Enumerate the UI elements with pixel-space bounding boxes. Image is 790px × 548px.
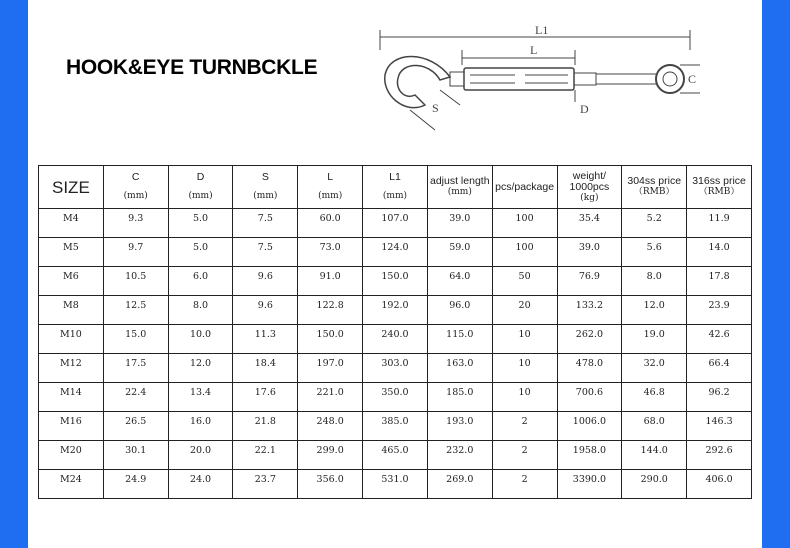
- table-cell: 11.3: [233, 325, 298, 354]
- table-cell: 221.0: [298, 383, 363, 412]
- spec-table: [38, 165, 752, 499]
- column-header-label: D: [196, 171, 205, 183]
- table-cell: 21.8: [233, 412, 298, 441]
- table-cell: 146.3: [687, 412, 752, 441]
- table-cell: 23.7: [233, 470, 298, 499]
- table-cell: 16.0: [168, 412, 233, 441]
- column-header: [492, 166, 557, 209]
- table-cell: 91.0: [298, 267, 363, 296]
- table-cell: 700.6: [557, 383, 622, 412]
- column-header-label: L: [327, 171, 334, 183]
- table-cell: 248.0: [298, 412, 363, 441]
- table-cell: 9.6: [233, 296, 298, 325]
- table-cell: 96.2: [687, 383, 752, 412]
- table-cell: 10: [492, 383, 557, 412]
- table-cell: 10.5: [103, 267, 168, 296]
- table-cell: M24: [39, 470, 104, 499]
- table-cell: 7.5: [233, 238, 298, 267]
- column-header: [168, 166, 233, 209]
- column-header: [233, 166, 298, 209]
- table-cell: 10.0: [168, 325, 233, 354]
- table-cell: 8.0: [168, 296, 233, 325]
- column-header-label: pcs/package: [495, 180, 555, 193]
- table-cell: 96.0: [427, 296, 492, 325]
- table-row: [39, 383, 752, 412]
- column-header-label: C: [131, 171, 140, 183]
- table-cell: 3390.0: [557, 470, 622, 499]
- label-c: C: [688, 72, 697, 86]
- column-header-unit: (mm): [447, 187, 472, 197]
- table-cell: 406.0: [687, 470, 752, 499]
- column-header-unit: (mm): [188, 191, 213, 201]
- table-cell: 11.9: [687, 209, 752, 238]
- table-cell: 5.0: [168, 238, 233, 267]
- table-cell: 122.8: [298, 296, 363, 325]
- table-cell: 18.4: [233, 354, 298, 383]
- table-row: [39, 267, 752, 296]
- table-cell: 66.4: [687, 354, 752, 383]
- table-cell: 10: [492, 354, 557, 383]
- table-cell: 356.0: [298, 470, 363, 499]
- table-cell: 1006.0: [557, 412, 622, 441]
- column-header-label: L1: [389, 171, 401, 183]
- table-cell: 163.0: [427, 354, 492, 383]
- table-cell: 292.6: [687, 441, 752, 470]
- table-row: [39, 412, 752, 441]
- table-cell: 192.0: [363, 296, 428, 325]
- column-header: [39, 166, 104, 209]
- table-cell: 350.0: [363, 383, 428, 412]
- table-cell: M10: [39, 325, 104, 354]
- column-header-unit: (mm): [382, 191, 408, 201]
- table-cell: 42.6: [687, 325, 752, 354]
- table-cell: 385.0: [363, 412, 428, 441]
- table-cell: 107.0: [363, 209, 428, 238]
- table-cell: 30.1: [103, 441, 168, 470]
- table-cell: 17.5: [103, 354, 168, 383]
- table-cell: 150.0: [363, 267, 428, 296]
- label-l1: L1: [535, 23, 549, 37]
- table-row: [39, 470, 752, 499]
- table-cell: 100: [492, 209, 557, 238]
- table-cell: 9.7: [103, 238, 168, 267]
- column-header-unit: （RMB）: [633, 187, 675, 197]
- table-cell: 465.0: [363, 441, 428, 470]
- column-header-label: 316ss price: [692, 175, 746, 187]
- table-cell: 2: [492, 412, 557, 441]
- right-blue-border: [762, 0, 790, 548]
- table-cell: 10: [492, 325, 557, 354]
- table-cell: M4: [39, 209, 104, 238]
- table-cell: M14: [39, 383, 104, 412]
- column-header-label: SIZE: [52, 177, 90, 197]
- table-cell: 22.4: [103, 383, 168, 412]
- turnbuckle-diagram: [370, 20, 700, 135]
- table-cell: 232.0: [427, 441, 492, 470]
- column-header-unit: (kg): [580, 192, 599, 203]
- column-header-unit: (mm): [318, 191, 343, 201]
- table-cell: 12.5: [103, 296, 168, 325]
- label-l: L: [530, 43, 538, 57]
- column-header: [622, 166, 687, 209]
- column-header-label: adjust length: [430, 175, 490, 187]
- table-cell: 8.0: [622, 267, 687, 296]
- column-header-label: weight/ 1000pcs: [569, 169, 610, 193]
- table-row: [39, 296, 752, 325]
- table-row: [39, 325, 752, 354]
- table-cell: 6.0: [168, 267, 233, 296]
- table-cell: M6: [39, 267, 104, 296]
- table-cell: 185.0: [427, 383, 492, 412]
- table-cell: M20: [39, 441, 104, 470]
- table-cell: 15.0: [103, 325, 168, 354]
- table-cell: 46.8: [622, 383, 687, 412]
- table-cell: 269.0: [427, 470, 492, 499]
- table-cell: 9.3: [103, 209, 168, 238]
- table-cell: 7.5: [233, 209, 298, 238]
- table-cell: 115.0: [427, 325, 492, 354]
- table-cell: 5.0: [168, 209, 233, 238]
- table-cell: 240.0: [363, 325, 428, 354]
- table-row: [39, 354, 752, 383]
- table-cell: 9.6: [233, 267, 298, 296]
- table-cell: 5.6: [622, 238, 687, 267]
- table-cell: 39.0: [427, 209, 492, 238]
- table-cell: M8: [39, 296, 104, 325]
- left-blue-border: [0, 0, 28, 548]
- table-cell: 197.0: [298, 354, 363, 383]
- column-header-unit: (mm): [123, 191, 148, 201]
- table-cell: 19.0: [622, 325, 687, 354]
- table-cell: 13.4: [168, 383, 233, 412]
- table-cell: M12: [39, 354, 104, 383]
- table-cell: 478.0: [557, 354, 622, 383]
- table-cell: 17.8: [687, 267, 752, 296]
- table-cell: 2: [492, 470, 557, 499]
- column-header-unit: (mm): [253, 191, 278, 201]
- table-cell: 50: [492, 267, 557, 296]
- table-cell: 20: [492, 296, 557, 325]
- column-header-unit: （RMB）: [698, 187, 740, 197]
- page-title: HOOK&EYE TURNBCKLE: [66, 56, 318, 79]
- table-row: [39, 209, 752, 238]
- column-header-label: 304ss price: [627, 175, 682, 187]
- table-cell: 23.9: [687, 296, 752, 325]
- table-cell: 39.0: [557, 238, 622, 267]
- table-cell: 303.0: [363, 354, 428, 383]
- table-cell: 12.0: [168, 354, 233, 383]
- table-cell: M16: [39, 412, 104, 441]
- table-cell: 35.4: [557, 209, 622, 238]
- table-cell: M5: [39, 238, 104, 267]
- table-cell: 12.0: [622, 296, 687, 325]
- label-d: D: [580, 102, 589, 116]
- table-cell: 133.2: [557, 296, 622, 325]
- table-cell: 73.0: [298, 238, 363, 267]
- table-cell: 290.0: [622, 470, 687, 499]
- table-cell: 24.0: [168, 470, 233, 499]
- table-cell: 193.0: [427, 412, 492, 441]
- column-header: [427, 166, 492, 209]
- column-header: [363, 166, 428, 209]
- table-cell: 100: [492, 238, 557, 267]
- table-cell: 60.0: [298, 209, 363, 238]
- table-cell: 14.0: [687, 238, 752, 267]
- column-header: [687, 166, 752, 209]
- table-header-row: [39, 166, 752, 209]
- table-cell: 531.0: [363, 470, 428, 499]
- label-s: S: [432, 101, 439, 115]
- table-row: [39, 441, 752, 470]
- table-cell: 26.5: [103, 412, 168, 441]
- table-cell: 24.9: [103, 470, 168, 499]
- table-cell: 299.0: [298, 441, 363, 470]
- table-cell: 76.9: [557, 267, 622, 296]
- table-cell: 32.0: [622, 354, 687, 383]
- table-cell: 68.0: [622, 412, 687, 441]
- column-header: [557, 166, 622, 209]
- table-cell: 262.0: [557, 325, 622, 354]
- table-cell: 17.6: [233, 383, 298, 412]
- table-row: [39, 238, 752, 267]
- table-cell: 64.0: [427, 267, 492, 296]
- table-cell: 150.0: [298, 325, 363, 354]
- column-header-label: S: [261, 171, 269, 183]
- column-header: [298, 166, 363, 209]
- column-header: [103, 166, 168, 209]
- table-cell: 144.0: [622, 441, 687, 470]
- table-cell: 22.1: [233, 441, 298, 470]
- table-cell: 2: [492, 441, 557, 470]
- table-cell: 124.0: [363, 238, 428, 267]
- table-cell: 1958.0: [557, 441, 622, 470]
- table-cell: 20.0: [168, 441, 233, 470]
- table-cell: 5.2: [622, 209, 687, 238]
- table-cell: 59.0: [427, 238, 492, 267]
